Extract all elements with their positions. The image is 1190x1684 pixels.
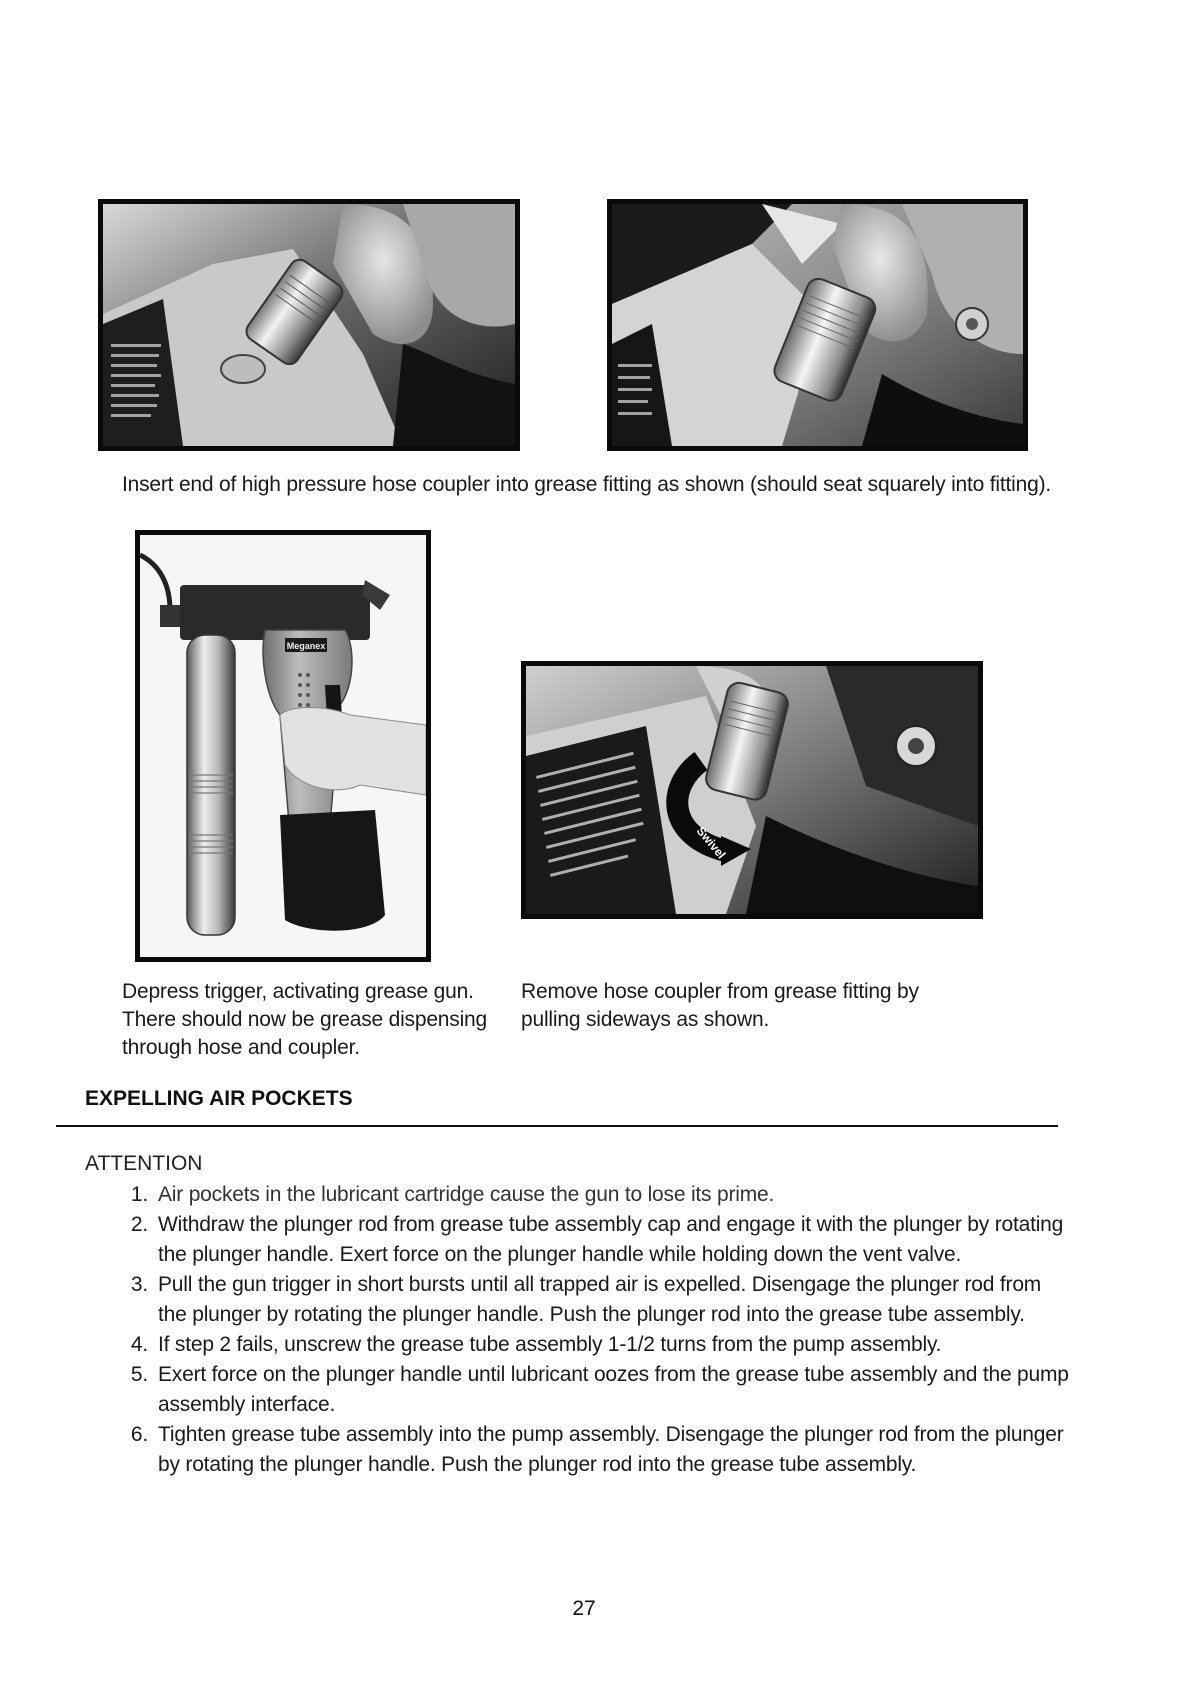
section-heading: EXPELLING AIR POCKETS — [85, 1087, 353, 1110]
caption-insert: Insert end of high pressure hose coupler into grease fitting as shown (should seat squarely into fitting). — [122, 473, 1052, 496]
gun-brand-label: Meganex — [286, 641, 326, 651]
step-number: 2. — [130, 1213, 148, 1236]
caption-depress-line-2: There should now be grease dispensing — [122, 1008, 488, 1031]
step-text: If step 2 fails, unscrew the grease tube assembly 1-1/2 turns from the pump assembly. — [158, 1333, 942, 1356]
caption-remove-line-2: pulling sideways as shown. — [521, 1008, 770, 1031]
step-text: Tighten grease tube assembly into the pump assembly. Disengage the plunger rod from the plunger by rotating the plunger handle. Push the plunger rod into the grease tube assembly. — [158, 1423, 1064, 1476]
list-item — [110, 1360, 1075, 1420]
caption-remove-line-1: Remove hose coupler from grease fitting by — [521, 980, 919, 1003]
step-number: 6. — [130, 1423, 148, 1446]
list-item — [110, 1180, 1075, 1210]
caption-depress-trigger — [122, 978, 502, 1062]
photo-grease-gun-trigger — [135, 530, 431, 962]
list-item — [110, 1420, 1075, 1480]
list-item — [110, 1330, 1075, 1360]
caption-depress-line-3: through hose and coupler. — [122, 1036, 360, 1059]
photo-coupler-insert-left — [98, 199, 520, 451]
step-number: 4. — [130, 1333, 148, 1356]
step-number: 5. — [130, 1363, 148, 1386]
photo-coupler-swivel — [521, 661, 983, 919]
step-text: Air pockets in the lubricant cartridge cause the gun to lose its prime. — [158, 1183, 775, 1206]
swivel-label: Swivel — [693, 823, 729, 862]
list-item — [110, 1210, 1075, 1270]
step-number: 3. — [130, 1273, 148, 1296]
step-text: Exert force on the plunger handle until lubricant oozes from the grease tube assembly and the pump assembly interface. — [158, 1363, 1069, 1416]
section-divider — [56, 1125, 1058, 1127]
list-item — [110, 1270, 1075, 1330]
caption-depress-line-1: Depress trigger, activating grease gun. — [122, 980, 474, 1003]
photo-coupler-insert-right — [607, 199, 1028, 451]
steps-list — [110, 1180, 1075, 1480]
step-text: Withdraw the plunger rod from grease tube assembly cap and engage it with the plunger by rotating the plunger handle. Exert force on the plunger handle while holding down the vent valve. — [158, 1213, 1064, 1266]
page-number: 27 — [572, 1597, 596, 1620]
step-number: 1. — [130, 1183, 148, 1206]
step-text: Pull the gun trigger in short bursts until all trapped air is expelled. Disengage the plunger rod from the plunger by rotating the plunger handle. Push the plunger rod into the grease tube assembly. — [158, 1273, 1042, 1326]
attention-label: ATTENTION — [85, 1152, 203, 1175]
caption-remove-coupler — [521, 978, 1001, 1034]
